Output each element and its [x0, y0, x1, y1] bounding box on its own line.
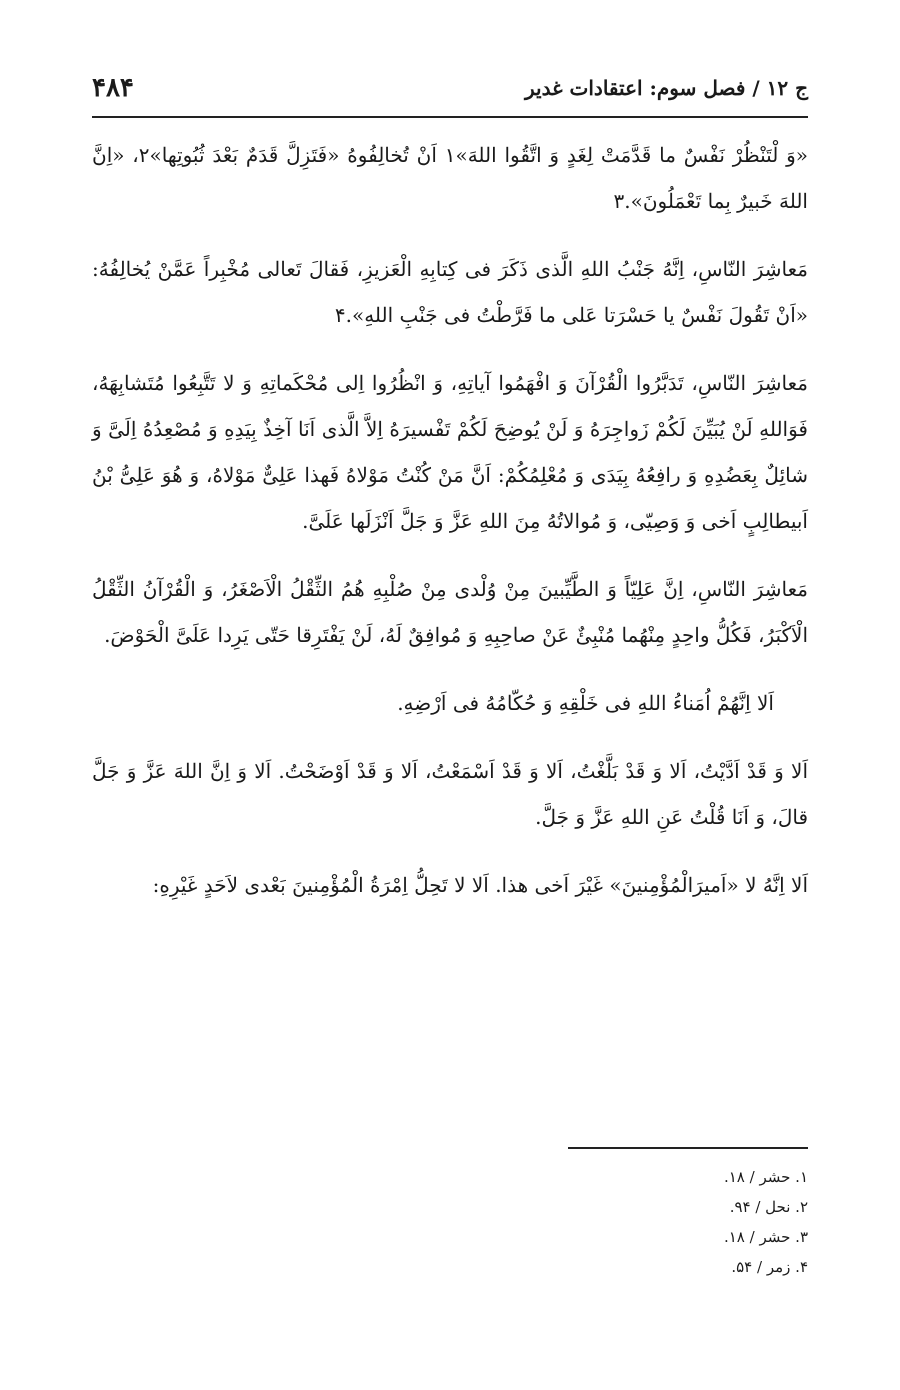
paragraph-6: اَلا وَ قَدْ اَدَّیْتُ، اَلا وَ قَدْ بَلَّغْتُ، اَلا وَ قَدْ اَسْمَعْتُ، اَلا وَ قَدْ اَوْضَحْتُ. اَلا وَ اِنَّ اللهَ عَزَّ وَ جَلَّ قالَ، وَ اَنَا قُلْتُ عَنِ اللهِ عَزَّ وَ جَلَّ.	[92, 759, 808, 829]
footnote-2: ۲. نحل / ۹۴.	[729, 1198, 808, 1216]
paragraph-7: اَلا اِنَّهُ لا «اَمیرَالْمُؤْمِنینَ» غَیْرَ اَخی هذا. اَلا لا تَحِلُّ اِمْرَةُ الْمُؤْمِنینَ بَعْدی لاَحَدٍ غَیْرِهِ:	[152, 873, 808, 897]
page-number: ۴۸۴	[92, 73, 134, 103]
running-title: ج ۱۲ / فصل سوم: اعتقادات غدير	[525, 76, 808, 100]
paragraph-5: اَلا اِنَّهُمْ اُمَناءُ اللهِ فی خَلْقِهِ وَ حُکّامُهُ فی اَرْضِهِ.	[397, 691, 774, 715]
footnotes	[508, 1162, 808, 1282]
paragraph-4: مَعاشِرَ النّاسِ، اِنَّ عَلِیّاً وَ الطَّیِّبینَ مِنْ وُلْدی مِنْ صُلْبِهِ هُمُ الثِّقْلُ الْاَصْغَرُ، وَ الْقُرْآنُ الثِّقْلُ الْاَکْبَرُ، فَکُلُّ واحِدٍ مِنْهُما مُنْبِئٌ عَنْ صاحِبِهِ وَ مُوافِقٌ لَهُ، لَنْ یَفْتَرِقا حَتّی یَرِدا عَلَیَّ الْحَوْضَ.	[92, 577, 808, 647]
footnote-4: ۴. زمر / ۵۴.	[731, 1258, 808, 1276]
page	[92, 0, 808, 1390]
footnote-3: ۳. حشر / ۱۸.	[723, 1228, 808, 1246]
header-rule	[92, 116, 808, 118]
body-text	[92, 132, 808, 930]
page-header	[92, 66, 808, 110]
paragraph-2: مَعاشِرَ النّاسِ، اِنَّهُ جَنْبُ اللهِ الَّذی ذَکَرَ فی کِتابِهِ الْعَزیزِ، فَقالَ تَعالی مُخْبِراً عَمَّنْ یُخالِفُهُ: «اَنْ تَقُولَ نَفْسٌ یا حَسْرَتا عَلی ما فَرَّطْتُ فی جَنْبِ اللهِ».۴	[92, 257, 808, 327]
footnote-rule	[568, 1147, 808, 1149]
paragraph-1: «وَ لْتَنْظُرْ نَفْسٌ ما قَدَّمَتْ لِغَدٍ وَ اتَّقُوا اللهَ»۱ اَنْ تُخالِفُوهُ «فَتَزِلَّ قَدَمٌ بَعْدَ ثُبُوتِها»۲، «اِنَّ اللهَ خَبيرٌ بِما تَعْمَلُونَ».۳	[92, 143, 809, 213]
footnote-1: ۱. حشر / ۱۸.	[723, 1168, 808, 1186]
paragraph-3: مَعاشِرَ النّاسِ، تَدَبَّرُوا الْقُرْآنَ وَ افْهَمُوا آیاتِهِ، وَ انْظُرُوا اِلی مُحْکَماتِهِ وَ لا تَتَّبِعُوا مُتَشابِهَهُ، فَوَاللهِ لَنْ یُبَیِّنَ لَکُمْ زَواجِرَهُ وَ لَنْ یُوضِحَ لَکُمْ تَفْسیرَهُ اِلاَّ الَّذی اَنَا آخِذٌ بِیَدِهِ وَ مُصْعِدُهُ اِلَیَّ وَ شائِلٌ بِعَضُدِهِ وَ رافِعُهُ بِیَدَی وَ مُعْلِمُکُمْ: اَنَّ مَنْ کُنْتُ مَوْلاهُ فَهذا عَلِیٌّ مَوْلاهُ، وَ هُوَ عَلِیُّ بْنُ اَبیطالِبٍ اَخی وَ وَصِیّی، وَ مُوالاتُهُ مِنَ اللهِ عَزَّ وَ جَلَّ اَنْزَلَها عَلَیَّ.	[92, 371, 808, 533]
